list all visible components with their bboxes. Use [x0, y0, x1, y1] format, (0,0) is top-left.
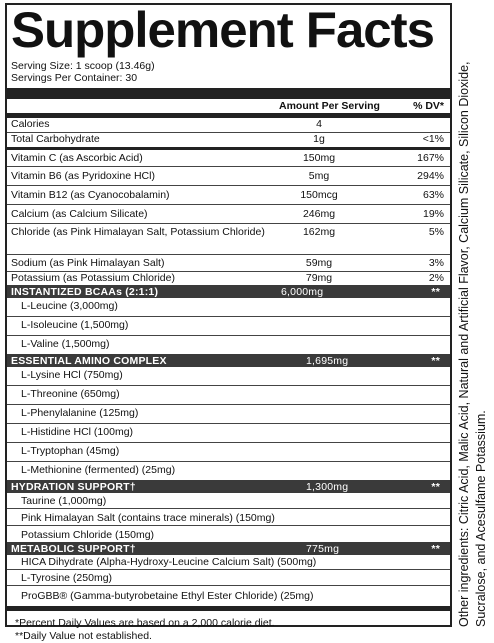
section-header-metabolic: [7, 542, 450, 555]
serving-size: Serving Size: 1 scoop (13.46g): [11, 60, 155, 72]
ingredient-row: Taurine (1,000mg): [7, 493, 450, 509]
column-header: [7, 99, 450, 118]
nutrient-row: [7, 255, 450, 272]
section-dv: **: [431, 480, 440, 493]
amount-header: Amount Per Serving: [279, 100, 380, 112]
nutrient-dv: 2%: [428, 272, 444, 284]
nutrient-amount: 150mg: [302, 152, 336, 164]
nutrient-dv: 294%: [417, 170, 444, 182]
ingredient-row: L-Tryptophan (45mg): [7, 443, 450, 462]
nutrient-amount: 150mcg: [300, 189, 338, 201]
nutrient-dv: 63%: [422, 189, 444, 201]
ingredient-row: L-Methionine (fermented) (25mg): [21, 464, 176, 476]
section-name: ESSENTIAL AMINO COMPLEX: [11, 354, 167, 367]
nutrient-row: [7, 272, 450, 285]
nutrient-name: Vitamin B12 (as Cyanocobalamin): [11, 189, 170, 201]
nutrient-name: Calcium (as Calcium Silicate): [11, 208, 148, 220]
nutrient-amount: 4: [316, 118, 322, 130]
ingredient-row: HICA Dihydrate (Alpha-Hydroxy-Leucine Calcium Salt) (500mg): [7, 555, 450, 570]
nutrient-name: Sodium (as Pink Himalayan Salt): [11, 257, 165, 269]
nutrient-name: Potassium (as Potassium Chloride): [11, 272, 175, 284]
ingredient-row: Potassium Chloride (150mg): [21, 529, 155, 541]
footnote-dv: *Percent Daily Values are based on a 2,000 calorie diet.: [15, 617, 275, 629]
nutrient-row: [7, 224, 450, 255]
section-name: HYDRATION SUPPORT†: [11, 480, 136, 493]
nutrient-row: [7, 118, 450, 133]
section-header-hydration: [7, 480, 450, 493]
ingredient-row: L-Valine (1,500mg): [21, 338, 110, 350]
other-ingredients-block: [456, 3, 492, 627]
section-amount: 775mg: [306, 542, 340, 555]
ingredient-row: L-Isoleucine (1,500mg): [7, 317, 450, 336]
footnotes: [11, 611, 446, 643]
ingredient-row: L-Threonine (650mg): [7, 386, 450, 405]
servings-per-container: Servings Per Container: 30: [11, 72, 138, 84]
nutrient-dv: 167%: [417, 152, 444, 164]
nutrient-dv: 3%: [428, 257, 444, 269]
nutrient-amount: 1g: [313, 133, 325, 145]
ingredient-row: L-Histidine HCl (100mg): [7, 424, 450, 443]
ingredient-row: L-Tyrosine (250mg): [7, 570, 450, 586]
nutrient-dv: 19%: [422, 208, 444, 220]
nutrient-amount: 59mg: [305, 257, 333, 269]
section-dv: **: [431, 354, 440, 367]
section-dv: **: [431, 542, 440, 555]
section-amount: 6,000mg: [281, 285, 324, 298]
nutrient-amount: 5mg: [308, 170, 330, 182]
nutrient-name: Chloride (as Pink Himalayan Salt, Potassium Chloride): [11, 226, 265, 238]
serving-info: [11, 60, 446, 84]
dv-header: % DV*: [413, 100, 444, 112]
section-dv: **: [431, 285, 440, 298]
nutrient-amount: 162mg: [302, 226, 336, 238]
nutrient-row: [7, 133, 450, 150]
section-amount: 1,300mg: [306, 480, 349, 493]
nutrient-row: [7, 186, 450, 205]
ingredient-row: ProGBB® (Gamma-butyrobetaine Ethyl Ester Chloride) (25mg): [7, 586, 450, 611]
section-header-amino: [7, 354, 450, 367]
section-name: METABOLIC SUPPORT†: [11, 542, 136, 555]
ingredient-row: L-Phenylalanine (125mg): [7, 405, 450, 424]
section-header-bcaas: [7, 285, 450, 298]
nutrient-name: Vitamin B6 (as Pyridoxine HCl): [11, 170, 155, 182]
ingredient-row: L-Lysine HCl (750mg): [7, 367, 450, 386]
nutrient-row: [7, 205, 450, 224]
thick-divider: [7, 88, 450, 99]
nutrient-name: Vitamin C (as Ascorbic Acid): [11, 152, 143, 164]
nutrient-amount: 79mg: [305, 272, 333, 284]
section-name: INSTANTIZED BCAAs (2:1:1): [11, 285, 159, 298]
panel-title: Supplement Facts: [11, 2, 434, 58]
ingredient-row: Pink Himalayan Salt (contains trace minerals) (150mg): [7, 509, 450, 526]
nutrient-name: Calories: [11, 118, 50, 130]
nutrient-amount: 246mg: [302, 208, 336, 220]
other-ingredients-text: Other ingredients: Citric Acid, Malic Acid, Natural and Artificial Flavor, Calcium Silicate, Silicon Dioxide, Sucralose, and Acesulfame Potassium.: [457, 61, 488, 627]
ingredient-row: L-Leucine (3,000mg): [7, 298, 450, 317]
nutrient-dv: 5%: [428, 226, 444, 238]
nutrient-dv: <1%: [422, 133, 444, 145]
nutrient-row: [7, 150, 450, 167]
nutrient-row: [7, 167, 450, 186]
nutrient-name: Total Carbohydrate: [11, 133, 100, 145]
section-amount: 1,695mg: [306, 354, 349, 367]
footnote-not-established: **Daily Value not established.: [15, 630, 152, 642]
supplement-facts-panel: [5, 2, 452, 642]
